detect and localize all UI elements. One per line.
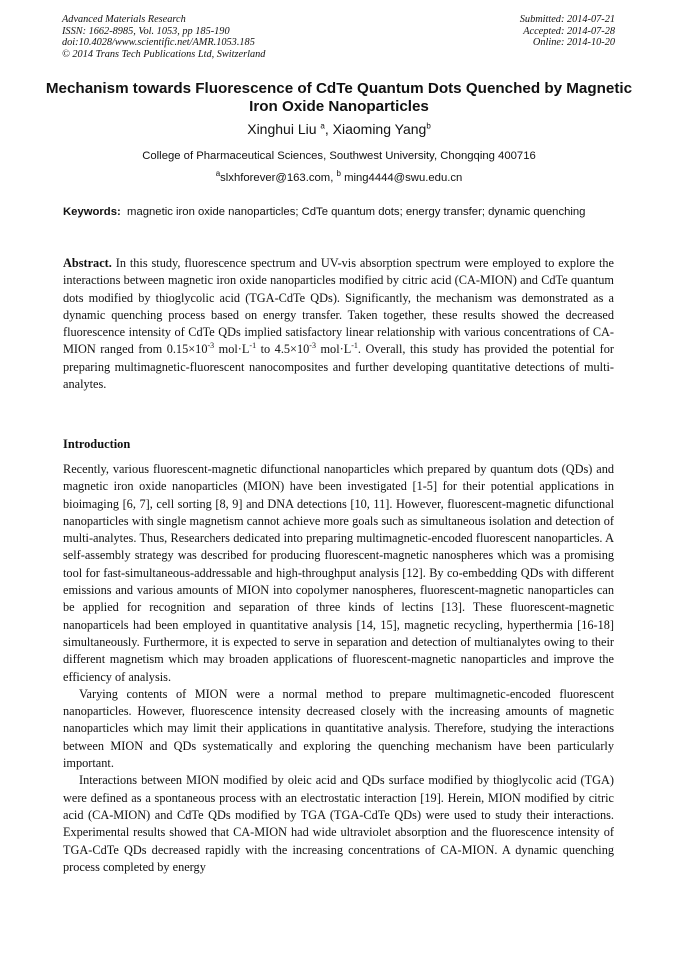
author-list xyxy=(0,121,678,138)
journal-name: Advanced Materials Research xyxy=(62,14,186,25)
paragraph: Interactions between MION modified by oleic acid and QDs surface modified by thioglycolic acid (TGA) were defined as a spontaneous process with an electrostatic interaction [19]. Herein, MION modified by citric acid (CA-MION) and CdTe QDs modified by TGA (TGA-CdTe QDs) were used to study their interactions. Experimental results showed that CA-MION had wide ultraviolet absorption and the fluorescence intensity of TGA-CdTe QDs decreased rapidly with the increasing concentrations of CA-MION. A dynamic quenching process completed by energy xyxy=(63,773,614,874)
abstract-label: Abstract. xyxy=(63,256,112,270)
submitted-date: Submitted: 2014-07-21 xyxy=(519,14,615,25)
journal-doi: doi:10.4028/www.scientific.net/AMR.1053.185 xyxy=(62,37,255,49)
email-address[interactable]: ming4444@swu.edu.cn xyxy=(344,172,463,184)
abstract-text: In this study, fluorescence spectrum and UV-vis absorption spectrum were employed to explore the interactions between magnetic iron oxide nanoparticles modified by citric acid (CA-MION) and CdTe quantum dots modified by thioglycolic acid (TGA-CdTe QDs). Significantly, the mechanism was demonstrated as a dynamic quenching process based on energy transfer. Taken together, these results showed the decreased fluorescence intensity of CdTe QDs implied satisfactory linear relationship with various concentrations of CA-MION ranged from 0.15×10 xyxy=(63,256,615,357)
paragraph: Varying contents of MION were a normal method to prepare multimagnetic-encoded fluorescent nanoparticles. However, fluorescence intensity decreased closely with the increasing amounts of magnetic nanoparticles which may limit their applications in quantitative analysis. Therefore, studying the interactions between MION and QDs systematically and exploring the quenching mechanism have been particularly important. xyxy=(63,686,614,771)
introduction-body xyxy=(63,461,614,876)
section-heading-introduction: Introduction xyxy=(63,437,131,451)
email-mark: a xyxy=(215,169,221,179)
paper-title: Mechanism towards Fluorescence of CdTe Quantum Dots Quenched by Magnetic Iron Oxide Nanoparticles xyxy=(45,80,633,115)
author-affiliation-mark: a xyxy=(320,121,325,131)
publication-dates xyxy=(520,14,615,49)
superscript: -1 xyxy=(249,341,257,351)
keywords-label: Keywords: xyxy=(63,206,121,218)
abstract-text: mol·L xyxy=(315,342,352,357)
journal-info xyxy=(62,14,265,60)
superscript: -1 xyxy=(351,341,358,351)
keywords xyxy=(63,205,614,221)
online-date: Online: 2014-10-20 xyxy=(532,37,615,49)
affiliation: College of Pharmaceutical Sciences, Southwest University, Chongqing 400716 xyxy=(142,150,536,162)
email-address[interactable]: slxhforever@163.com xyxy=(220,172,331,184)
journal-copyright: © 2014 Trans Tech Publications Ltd, Switzerland xyxy=(62,48,266,60)
superscript: -3 xyxy=(309,341,316,351)
abstract-text: . Overall, this study has provided the potential for preparing multimagnetic-fluorescent nanocomposites and further developing quantitative detections of multi-analytes. xyxy=(63,342,615,392)
abstract xyxy=(63,255,614,393)
email-mark: b xyxy=(336,169,341,179)
author-affiliation-mark: b xyxy=(426,121,431,131)
journal-issn: ISSN: 1662-8985, Vol. 1053, pp 185-190 xyxy=(62,25,230,37)
paragraph: Recently, various fluorescent-magnetic difunctional nanoparticles which prepared by quantum dots (QDs) and magnetic iron oxide nanoparticles (MION) have been investigated [1-5] for their potential applications in bioimaging [6, 7], cell sorting [8, 9] and DNA detections [10, 11]. However, fluorescent-magnetic difunctional nanoparticles with single magnetism cannot achieve more goals such as simultaneous isolation and detection of multi-analytes. Thus, Researchers dedicated into preparing multimagnetic-encoded fluorescent nanoparticles. A self-assembly strategy was described for producing fluorescent-magnetic nanospheres which was a promising tool for fast-simultaneous-addressable and high-throughput analysis [12]. By co-embedding QDs with different emissions and various amounts of MION into copolymer nanospheres, fluorescent-magnetic nanoparticles can be applied for recognition and separation of three kinds of lectins [13]. These fluorescent-magnetic nanoparticels had been employed in quantitative analysis [14, 15], magnetic recycling, hyperthermia [16-18] simultaneously. Furthermore, it is expected to serve in separation and detection of multianalytes owing to their different magnetism which may broaden applications of fluorescent-magnetic nanoparticles and improve the efficiency of analysis. xyxy=(63,462,614,684)
author-name: Xiaoming Yang xyxy=(332,121,427,137)
keywords-text: magnetic iron oxide nanoparticles; CdTe quantum dots; energy transfer; dynamic quenching xyxy=(127,206,586,218)
author-separator: , xyxy=(324,121,333,137)
superscript: -3 xyxy=(207,341,215,351)
abstract-text: mol·L xyxy=(214,342,250,357)
abstract-text: to 4.5×10 xyxy=(256,342,310,357)
author-name: Xinghui Liu xyxy=(247,121,317,137)
accepted-date: Accepted: 2014-07-28 xyxy=(523,25,615,37)
email-separator: , xyxy=(330,172,337,184)
author-emails xyxy=(0,171,678,185)
